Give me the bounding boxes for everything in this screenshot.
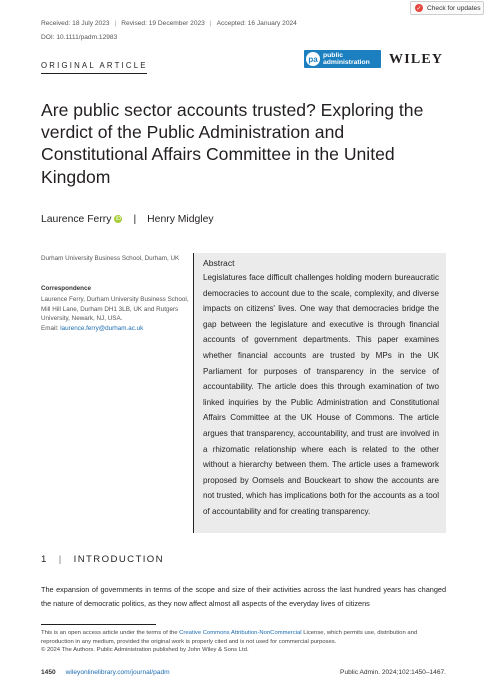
journal-logo-icon: pa bbox=[306, 52, 320, 66]
journal-logo-line1: public bbox=[323, 52, 344, 59]
section-separator: | bbox=[58, 554, 63, 565]
author-separator: | bbox=[133, 214, 137, 225]
journal-logo[interactable] bbox=[304, 50, 381, 68]
doi[interactable]: DOI: 10.1111/padm.12983 bbox=[41, 34, 118, 41]
page-number: 1450 bbox=[41, 669, 56, 676]
footnote-rule bbox=[41, 624, 156, 625]
intro-paragraph: The expansion of governments in terms of the scope and size of their activities across the last hundred years has changed the nature of democratic politics, as they now affect almost all aspects of the everyday lives of citizens bbox=[41, 585, 446, 609]
article-title: Are public sector accounts trusted? Exploring the verdict of the Public Administration and Constitutional Affairs Committee in the United Kingdom bbox=[41, 100, 424, 187]
abstract-rule bbox=[193, 253, 194, 533]
correspondence-address: Laurence Ferry, Durham University Business School, Mill Hill Lane, Durham DH1 3LB, UK and Rutgers University, Newark, NJ, USA. bbox=[41, 296, 189, 323]
email-link[interactable]: laurence.ferry@durham.ac.uk bbox=[60, 324, 144, 332]
citation: Public Admin. 2024;102:1450–1467. bbox=[340, 669, 446, 676]
check-updates-label: Check for updates bbox=[427, 4, 481, 12]
revised-date: Revised: 19 December 2023 bbox=[121, 20, 205, 27]
author-name[interactable]: Henry Midgley bbox=[147, 214, 214, 225]
correspondence-heading: Correspondence bbox=[41, 285, 92, 292]
page-footer bbox=[41, 669, 446, 676]
license-footnote bbox=[41, 629, 446, 655]
copyright-notice: © 2024 The Authors. Public Administration published by John Wiley & Sons Ltd. bbox=[41, 647, 249, 654]
email-label: Email: bbox=[41, 324, 61, 332]
correspondence bbox=[41, 295, 189, 333]
license-link[interactable]: Creative Commons Attribution-NonCommercial bbox=[179, 630, 302, 636]
check-updates-icon: ✓ bbox=[416, 5, 422, 12]
abstract-text: Legislatures face difficult challenges holding modern bureaucratic democracies to account due to the scale, complexity, and diverse impacts on citizens' lives. One way that democracies bridge the gap between the legislature and executive is through financial accounts of government departments. This paper examines whether financial accounts are trusted by MPs in the UK Parliament for purposes of transparency in the service of accountability. The article does this through examination of two linked inquiries by the Public Administration and Constitutional Affairs Committee at the UK House of Commons. The article argues that transparency, accountability, and trust are involved in a rhizomatic relationship where each is related to the other without a hierarchy between them. The article uses a framework proposed by Oomsels and Bouckeart to show the accounts are not trusted, which has implications both for the accounts as a tool of accountability and for creating transparency. bbox=[203, 273, 439, 516]
publisher-logo[interactable]: WILEY bbox=[389, 52, 444, 67]
affiliation: Durham University Business School, Durham, UK bbox=[41, 255, 180, 262]
section-number: 1 bbox=[41, 554, 48, 565]
author-list bbox=[41, 214, 214, 225]
received-date: Received: 18 July 2023 bbox=[41, 20, 110, 27]
article-type: ORIGINAL ARTICLE bbox=[41, 61, 148, 70]
orcid-icon[interactable]: iD bbox=[115, 216, 122, 222]
accepted-date: Accepted: 16 January 2024 bbox=[216, 20, 297, 27]
license-text-2: License, which permits use, distribution and reproduction in any medium, provided the original work is properly cited and is not used for commercial purposes. bbox=[41, 630, 418, 645]
journal-url[interactable]: wileyonlinelibrary.com/journal/padm bbox=[65, 669, 170, 676]
journal-logo-line2: administration bbox=[323, 59, 370, 66]
author-name[interactable]: Laurence Ferry bbox=[41, 214, 112, 225]
journal-logo-text bbox=[323, 52, 370, 66]
footer-left bbox=[41, 669, 170, 676]
manuscript-dates: Received: 18 July 2023 | Revised: 19 December 2023 | Accepted: 16 January 2024 bbox=[41, 20, 297, 27]
article-type-rule bbox=[41, 73, 147, 74]
section-heading bbox=[41, 554, 164, 565]
check-for-updates-button[interactable] bbox=[410, 1, 484, 15]
abstract-heading: Abstract bbox=[203, 258, 235, 268]
license-text-1: This is an open access article under the terms of the bbox=[41, 630, 180, 636]
section-title: INTRODUCTION bbox=[73, 554, 165, 565]
